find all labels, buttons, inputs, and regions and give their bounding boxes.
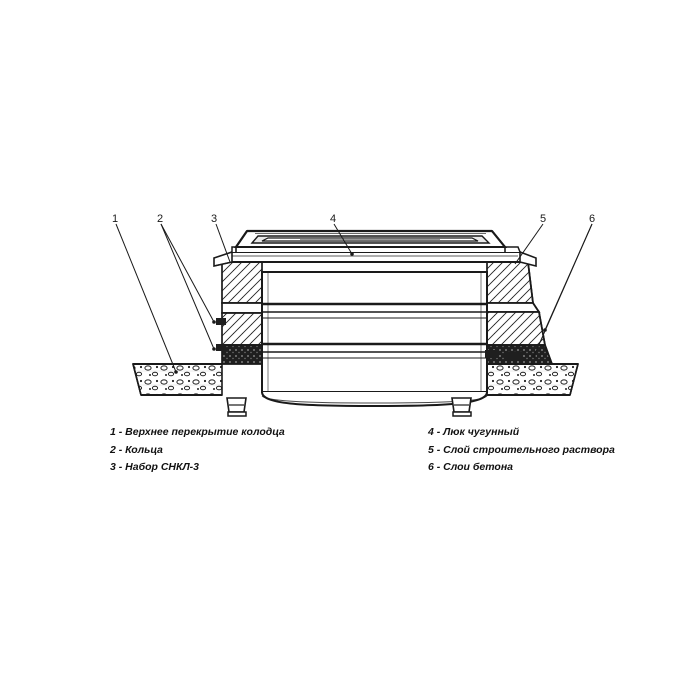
mortar-and-concrete-stack-left: [222, 262, 262, 364]
callout-number-1: 1: [112, 213, 119, 225]
legend: [110, 424, 630, 477]
legend-item-3: 3 - Набор СНКЛ-3: [110, 461, 200, 474]
mortar-and-concrete-stack-right: [487, 262, 552, 364]
legend-item-6: 6 - Слои бетона: [428, 461, 514, 474]
callout-number-4: 4: [330, 213, 337, 225]
callout-number-3: 3: [211, 213, 218, 225]
legend-column-left: [110, 424, 428, 477]
legend-item-2: 2 - Кольца: [110, 443, 163, 456]
legend-item-1: 1 - Верхнее перекрытие колодца: [110, 426, 285, 438]
legend-item-5: 5 - Слой строительного раствора: [428, 443, 615, 456]
legend-item-4: 4 - Люк чугунный: [428, 426, 520, 438]
shaft-rings: [227, 272, 487, 416]
callout-number-6: 6: [589, 213, 596, 225]
concrete-layer-left: [133, 364, 222, 395]
callout-number-5: 5: [540, 213, 547, 225]
concrete-layer-right: [487, 364, 578, 395]
callout-number-2: 2: [157, 213, 164, 225]
legend-column-right: [428, 424, 628, 477]
